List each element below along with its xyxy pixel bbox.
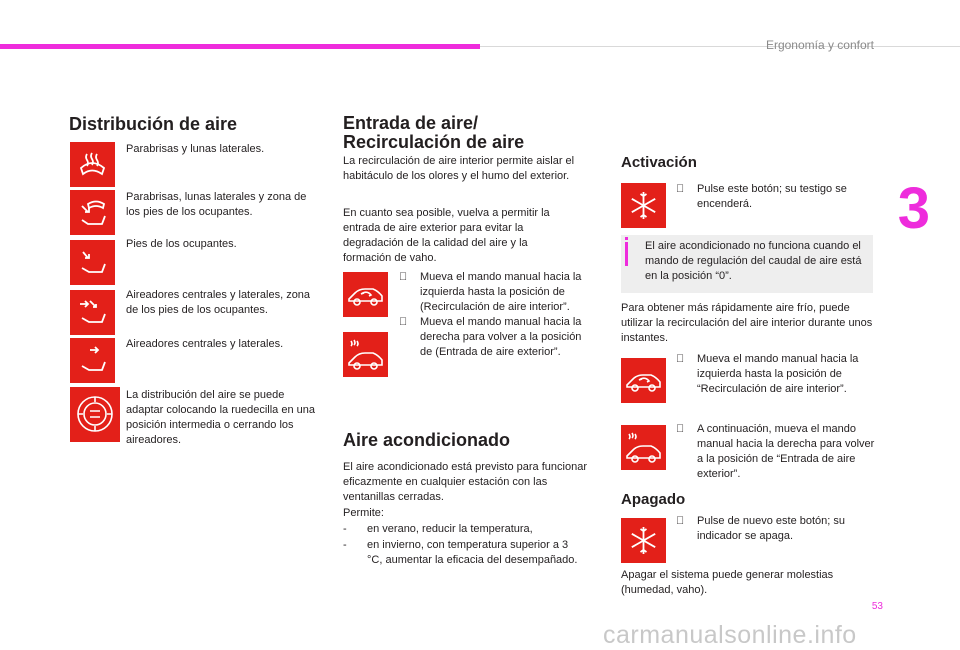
- bullet-mark: [676, 514, 684, 529]
- windscreen-feet-icon: [70, 190, 115, 235]
- off-title: Apagado: [621, 491, 686, 508]
- distribution-dial-icon: [70, 387, 120, 442]
- info-icon-bar: [625, 242, 628, 266]
- activation-title: Activación: [621, 154, 697, 171]
- ac-text: El aire acondicionado está previsto para funcionar eficazmente en cualquier estación con las ventanillas cerradas.: [343, 461, 587, 503]
- vents-icon: [70, 338, 115, 383]
- ac-permite: Permite:: [343, 507, 384, 519]
- bullet-exterior-right: [676, 422, 876, 482]
- bullet-recirculation: [399, 270, 594, 315]
- ac-title: Aire acondicionado: [343, 430, 511, 450]
- bullet-recirculation-right: [676, 352, 871, 397]
- bullet-activation: [676, 182, 866, 212]
- distribution-item-text: Parabrisas y lunas laterales.: [126, 143, 265, 155]
- bullet-mark: [676, 352, 684, 367]
- distribution-title: Distribución de aire: [69, 114, 238, 134]
- ac-list-dash: -: [343, 539, 347, 551]
- header-accent-bar: [0, 44, 480, 49]
- exterior-air-icon: [621, 425, 666, 470]
- distribution-item-text: Aireadores centrales y laterales.: [126, 338, 284, 350]
- vents-feet-icon: [70, 290, 115, 335]
- cooling-para: Para obtener más rápidamente aire frío, puede utilizar la recirculación del aire interior durante unos instantes.: [621, 302, 873, 344]
- info-note-text: El aire acondicionado no funciona cuando el mando de regulación del caudal de aire está en la posición “0”.: [645, 240, 862, 282]
- bullet-text: Mueva el mando manual hacia la derecha para volver a la posición de (Entrada de aire exterior”.: [420, 316, 582, 358]
- distribution-item-text: Aireadores centrales y laterales, zona de los pies de los ocupantes.: [126, 289, 311, 316]
- page-number: 53: [871, 601, 883, 612]
- watermark: carmanualsonline.info: [603, 621, 857, 649]
- distribution-item-text: La distribución del aire se puede adaptar colocando la ruedecilla en una posición intermedia o cerrando los aireadores.: [126, 389, 315, 446]
- bullet-text: Pulse de nuevo este botón; su indicador se apaga.: [697, 515, 845, 542]
- feet-icon: [70, 240, 115, 285]
- chapter-number: 3: [897, 176, 930, 241]
- distribution-item-text: Parabrisas, lunas laterales y zona de los pies de los ocupantes.: [126, 191, 307, 218]
- ac-button-icon: [621, 518, 666, 563]
- bullet-exterior: [399, 315, 584, 360]
- windscreen-defrost-icon: [70, 142, 115, 187]
- bullet-off: [676, 514, 866, 544]
- recirculation-icon: [343, 272, 388, 317]
- info-icon: [625, 237, 628, 240]
- recirculation-icon: [621, 358, 666, 403]
- ac-list-item: en verano, reducir la temperatura,: [367, 523, 533, 535]
- ac-list-dash: -: [343, 523, 347, 535]
- recirculation-intro: La recirculación de aire interior permite aislar el habitáculo de los olores y el humo del exterior.: [343, 155, 575, 182]
- bullet-mark: [399, 315, 407, 330]
- recirculation-title-line1: Entrada de aire/: [343, 113, 479, 133]
- bullet-mark: [676, 422, 684, 437]
- bullet-text: Mueva el mando manual hacia la izquierda hasta la posición de (Recirculación de aire interior”.: [420, 271, 582, 313]
- ac-list-item: en invierno, con temperatura superior a 3 °C, aumentar la eficacia del desempañado.: [367, 539, 578, 566]
- off-text: Apagar el sistema puede generar molestias (humedad, vaho).: [621, 569, 834, 596]
- bullet-text: Mueva el mando manual hacia la izquierda hasta la posición de “Recirculación de aire interior”.: [697, 353, 859, 395]
- recirculation-para: En cuanto sea posible, vuelva a permitir la entrada de aire exterior para evitar la degradación de la calidad del aire y la formación de vaho.: [343, 207, 550, 264]
- ac-button-icon: [621, 183, 666, 228]
- bullet-mark: [676, 182, 684, 197]
- bullet-text: A continuación, mueva el mando manual hacia la derecha para volver a la posición de “Entrada de aire exterior”.: [697, 423, 875, 480]
- recirculation-title-line2: Recirculación de aire: [343, 132, 525, 152]
- bullet-mark: [399, 270, 407, 285]
- section-title: Ergonomía y confort: [765, 38, 874, 52]
- distribution-item-text: Pies de los ocupantes.: [126, 238, 237, 250]
- info-note: [621, 235, 873, 293]
- header-rule: [480, 46, 960, 47]
- exterior-air-icon: [343, 332, 388, 377]
- bullet-text: Pulse este botón; su testigo se encenderá.: [697, 183, 847, 210]
